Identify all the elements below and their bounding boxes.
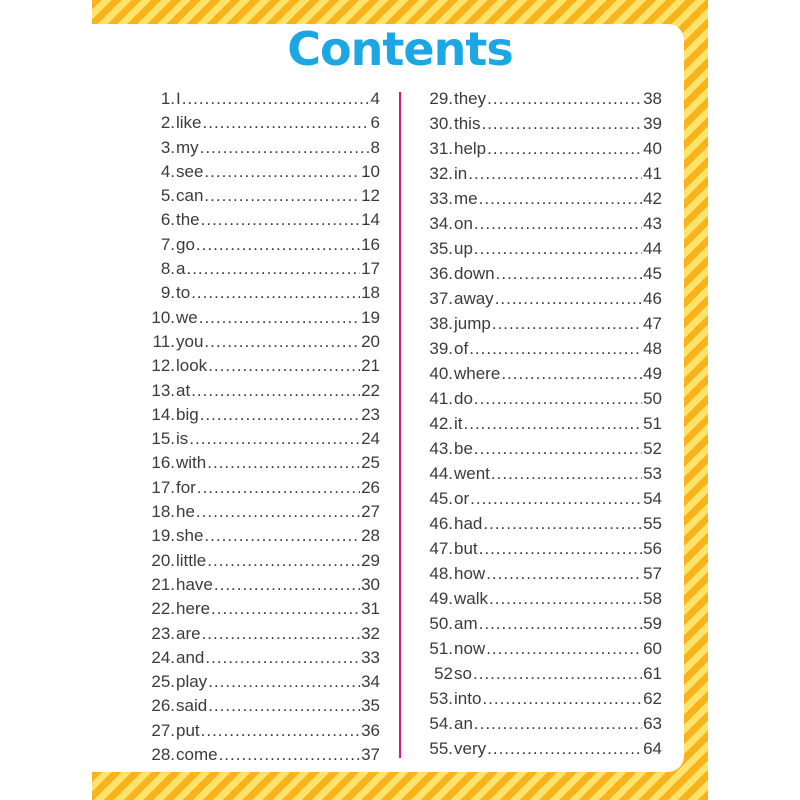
entry-word: for <box>176 477 196 497</box>
dot-leader <box>479 189 642 209</box>
dot-leader <box>491 464 642 484</box>
entry-word: she <box>176 526 204 546</box>
entry-word: I <box>176 89 181 108</box>
entry-word: we <box>176 307 198 327</box>
column-divider <box>399 92 401 758</box>
entry-page-number: 37 <box>361 745 380 765</box>
entry-word: be <box>454 439 473 458</box>
dot-leader <box>469 339 642 359</box>
contents-entry <box>136 502 380 526</box>
dot-leader <box>207 453 360 473</box>
entry-word: walk <box>454 589 489 608</box>
dot-leader <box>474 439 642 459</box>
entry-page-number: 20 <box>361 331 380 351</box>
contents-entry <box>414 739 662 764</box>
entry-word: me <box>454 189 478 208</box>
entry-number: 3. <box>160 137 175 157</box>
contents-entry <box>414 339 662 364</box>
contents-entry <box>136 89 380 113</box>
entry-number: 43. <box>429 439 453 458</box>
entry-word: of <box>454 339 469 358</box>
entry-word: look <box>176 356 208 376</box>
entry-page-number: 61 <box>643 664 662 683</box>
dot-leader <box>208 696 360 716</box>
contents-entry <box>136 162 380 186</box>
entry-word: or <box>454 489 470 508</box>
entry-word: up <box>454 239 473 258</box>
dot-leader <box>474 239 642 259</box>
dot-leader <box>197 478 360 498</box>
entry-page-number: 53 <box>643 464 662 483</box>
entry-page-number: 22 <box>361 380 380 400</box>
contents-entry <box>414 189 662 214</box>
contents-entry <box>136 429 380 453</box>
entry-page-number: 38 <box>643 89 662 108</box>
contents-entry <box>136 526 380 550</box>
contents-entry <box>136 405 380 429</box>
entry-number: 18. <box>151 502 175 522</box>
dot-leader <box>487 89 642 109</box>
dot-leader <box>495 289 642 309</box>
contents-entry <box>414 639 662 664</box>
entry-number: 11. <box>152 331 175 351</box>
entry-word: go <box>176 234 195 254</box>
entry-number: 38. <box>429 314 453 333</box>
entry-page-number: 52 <box>643 439 662 458</box>
contents-entry <box>414 614 662 639</box>
contents-entry <box>136 186 380 210</box>
entry-number: 5. <box>160 186 175 206</box>
contents-entry <box>136 138 380 162</box>
entry-word: how <box>454 564 486 583</box>
entry-page-number: 8 <box>370 137 380 157</box>
entry-number: 14. <box>151 404 175 424</box>
dot-leader <box>196 235 360 255</box>
entry-number: 9. <box>160 283 175 303</box>
entry-page-number: 31 <box>361 599 380 619</box>
entry-page-number: 14 <box>361 210 380 230</box>
entry-number: 33. <box>429 189 453 208</box>
entry-number: 50. <box>429 614 453 633</box>
dot-leader <box>486 639 642 659</box>
entry-word: have <box>176 574 213 594</box>
entry-word: put <box>176 720 200 740</box>
entry-word: in <box>454 164 468 183</box>
entry-word: had <box>454 514 483 533</box>
dot-leader <box>214 575 360 595</box>
contents-entry <box>136 283 380 307</box>
contents-entry <box>136 599 380 623</box>
entry-word: into <box>454 689 482 708</box>
dot-leader <box>474 714 642 734</box>
entry-page-number: 63 <box>643 714 662 733</box>
entry-number: 49. <box>429 589 453 608</box>
entry-page-number: 39 <box>643 114 662 133</box>
contents-entry <box>414 114 662 139</box>
entry-word: now <box>454 639 486 658</box>
dot-leader <box>470 489 642 509</box>
contents-entry <box>136 721 380 745</box>
contents-entry <box>414 289 662 314</box>
contents-entry <box>414 264 662 289</box>
dot-leader <box>208 356 360 376</box>
entry-number: 45. <box>429 489 453 508</box>
entry-word: with <box>176 453 207 473</box>
entry-word: big <box>176 404 199 424</box>
entry-number: 7. <box>160 234 175 254</box>
entry-page-number: 28 <box>361 526 380 546</box>
contents-entry <box>414 464 662 489</box>
entry-number: 17. <box>151 477 175 497</box>
dot-leader <box>219 745 361 765</box>
contents-column-left <box>136 89 380 769</box>
contents-entry <box>414 514 662 539</box>
contents-entry <box>414 139 662 164</box>
contents-entry <box>414 314 662 339</box>
entry-number: 32. <box>429 164 453 183</box>
dot-leader <box>468 164 642 184</box>
dot-leader <box>204 162 360 182</box>
entry-page-number: 16 <box>361 234 380 254</box>
contents-entry <box>136 624 380 648</box>
entry-page-number: 27 <box>361 502 380 522</box>
entry-page-number: 44 <box>643 239 662 258</box>
dot-leader <box>200 405 360 425</box>
entry-number: 34. <box>429 214 453 233</box>
entry-page-number: 23 <box>361 404 380 424</box>
entry-word: an <box>454 714 473 733</box>
contents-entry <box>136 308 380 332</box>
entry-page-number: 40 <box>643 139 662 158</box>
contents-entry <box>414 389 662 414</box>
entry-word: do <box>454 389 473 408</box>
entry-word: my <box>176 137 199 157</box>
dot-leader <box>204 186 360 206</box>
dot-leader <box>489 589 642 609</box>
entry-page-number: 55 <box>643 514 662 533</box>
entry-page-number: 24 <box>361 429 380 449</box>
entry-word: like <box>176 113 202 133</box>
entry-number: 10. <box>151 307 175 327</box>
entry-page-number: 42 <box>643 189 662 208</box>
entry-number: 15. <box>151 429 175 449</box>
dot-leader <box>203 113 370 133</box>
entry-word: is <box>176 429 189 449</box>
entry-page-number: 46 <box>643 289 662 308</box>
contents-entry <box>414 489 662 514</box>
dot-leader <box>199 308 360 328</box>
entry-page-number: 41 <box>643 164 662 183</box>
contents-entry <box>136 551 380 575</box>
entry-number: 48. <box>429 564 453 583</box>
dot-leader <box>191 381 360 401</box>
dot-leader <box>496 264 642 284</box>
entry-number: 44. <box>429 464 453 483</box>
dot-leader <box>186 259 360 279</box>
entry-number: 55. <box>429 739 453 758</box>
dot-leader <box>483 514 642 534</box>
entry-page-number: 21 <box>361 356 380 376</box>
entry-page-number: 33 <box>361 647 380 667</box>
page-title: Contents <box>287 22 513 76</box>
entry-word: play <box>176 672 208 692</box>
dot-leader <box>479 539 642 559</box>
entry-number: 6. <box>160 210 175 230</box>
contents-entry <box>414 539 662 564</box>
dot-leader <box>205 648 360 668</box>
entry-page-number: 18 <box>361 283 380 303</box>
entry-number: 46. <box>429 514 453 533</box>
entry-word: you <box>176 331 204 351</box>
entry-page-number: 6 <box>370 113 380 133</box>
entry-word: went <box>454 464 490 483</box>
contents-entry <box>414 589 662 614</box>
contents-entry <box>136 356 380 380</box>
entry-page-number: 4 <box>370 89 380 108</box>
entry-page-number: 56 <box>643 539 662 558</box>
dot-leader <box>208 672 360 692</box>
entry-page-number: 10 <box>361 161 380 181</box>
entry-number: 23. <box>151 623 175 643</box>
entry-number: 36. <box>429 264 453 283</box>
entry-page-number: 64 <box>643 739 662 758</box>
dot-leader <box>191 283 360 303</box>
entry-page-number: 60 <box>643 639 662 658</box>
dot-leader <box>479 614 642 634</box>
dot-leader <box>487 139 642 159</box>
dot-leader <box>211 599 360 619</box>
entry-word: are <box>176 623 201 643</box>
entry-page-number: 12 <box>361 186 380 206</box>
contents-entry <box>414 239 662 264</box>
dot-leader <box>182 89 370 109</box>
dot-leader <box>474 389 642 409</box>
contents-entry <box>136 210 380 234</box>
entry-number: 20. <box>151 550 175 570</box>
entry-number: 29. <box>429 89 453 108</box>
contents-entry <box>136 478 380 502</box>
entry-page-number: 19 <box>361 307 380 327</box>
entry-page-number: 51 <box>643 414 662 433</box>
entry-number: 37. <box>429 289 453 308</box>
entry-number: 39. <box>429 339 453 358</box>
entry-number: 28. <box>151 745 175 765</box>
entry-number: 30. <box>429 114 453 133</box>
entry-number: 19. <box>151 526 175 546</box>
entry-page-number: 43 <box>643 214 662 233</box>
entry-page-number: 29 <box>361 550 380 570</box>
dot-leader <box>207 551 360 571</box>
entry-word: so <box>454 664 472 683</box>
contents-entry <box>136 745 380 769</box>
dot-leader <box>501 364 642 384</box>
dot-leader <box>473 664 642 684</box>
dot-leader <box>482 689 642 709</box>
entry-page-number: 45 <box>643 264 662 283</box>
contents-entry <box>414 664 662 689</box>
entry-number: 40. <box>429 364 453 383</box>
entry-number: 4. <box>160 161 175 181</box>
entry-page-number: 25 <box>361 453 380 473</box>
dot-leader <box>487 739 642 759</box>
contents-entry <box>136 453 380 477</box>
dot-leader <box>201 721 360 741</box>
dot-leader <box>481 114 642 134</box>
contents-entry <box>136 672 380 696</box>
entry-page-number: 17 <box>361 259 380 279</box>
dot-leader <box>189 429 360 449</box>
entry-word: here <box>176 599 211 619</box>
contents-entry <box>414 414 662 439</box>
entry-number: 35. <box>429 239 453 258</box>
contents-entry <box>136 259 380 283</box>
contents-entry <box>414 714 662 739</box>
contents-column-right <box>414 89 662 764</box>
dot-leader <box>202 624 361 644</box>
entry-page-number: 49 <box>643 364 662 383</box>
contents-entry <box>136 575 380 599</box>
contents-entry <box>136 696 380 720</box>
contents-entry <box>414 439 662 464</box>
entry-number: 47. <box>429 539 453 558</box>
entry-word: they <box>454 89 487 108</box>
entry-word: to <box>176 283 191 303</box>
entry-number: 42. <box>429 414 453 433</box>
entry-word: very <box>454 739 487 758</box>
contents-entry <box>136 381 380 405</box>
dot-leader <box>200 138 370 158</box>
entry-number: 51. <box>429 639 453 658</box>
entry-number: 25. <box>151 672 175 692</box>
entry-word: it <box>454 414 463 433</box>
entry-number: 53. <box>429 689 453 708</box>
entry-word: the <box>176 210 200 230</box>
contents-entry <box>414 89 662 114</box>
entry-number: 22. <box>151 599 175 619</box>
entry-number: 21. <box>151 574 175 594</box>
entry-page-number: 54 <box>643 489 662 508</box>
entry-page-number: 30 <box>361 574 380 594</box>
entry-page-number: 50 <box>643 389 662 408</box>
entry-word: can <box>176 186 204 206</box>
entry-page-number: 59 <box>643 614 662 633</box>
entry-word: at <box>176 380 191 400</box>
entry-page-number: 58 <box>643 589 662 608</box>
contents-entry <box>136 648 380 672</box>
entry-number: 1. <box>160 89 175 108</box>
dot-leader <box>204 332 360 352</box>
entry-word: see <box>176 161 204 181</box>
dot-leader <box>196 502 360 522</box>
entry-number: 54. <box>429 714 453 733</box>
dot-leader <box>201 210 360 230</box>
contents-entry <box>414 164 662 189</box>
entry-word: a <box>176 259 186 279</box>
entry-page-number: 47 <box>643 314 662 333</box>
entry-number: 26. <box>151 696 175 716</box>
entry-word: he <box>176 502 195 522</box>
entry-page-number: 62 <box>643 689 662 708</box>
entry-page-number: 48 <box>643 339 662 358</box>
entry-number: 13. <box>151 380 175 400</box>
entry-word: but <box>454 539 478 558</box>
entry-word: little <box>176 550 207 570</box>
entry-page-number: 34 <box>361 672 380 692</box>
entry-number: 41. <box>429 389 453 408</box>
entry-page-number: 35 <box>361 696 380 716</box>
entry-word: am <box>454 614 478 633</box>
entry-word: where <box>454 364 501 383</box>
entry-number: 31. <box>429 139 453 158</box>
dot-leader <box>492 314 642 334</box>
contents-entry <box>414 214 662 239</box>
contents-entry <box>136 332 380 356</box>
entry-word: down <box>454 264 495 283</box>
contents-entry <box>414 689 662 714</box>
entry-word: away <box>454 289 494 308</box>
entry-word: this <box>454 114 481 133</box>
entry-page-number: 26 <box>361 477 380 497</box>
entry-number: 24. <box>151 647 175 667</box>
entry-number: 27. <box>151 720 175 740</box>
entry-word: jump <box>454 314 491 333</box>
entry-word: said <box>176 696 208 716</box>
entry-number: 2. <box>160 113 175 133</box>
entry-page-number: 36 <box>361 720 380 740</box>
entry-number: 16. <box>151 453 175 473</box>
entry-number: 12. <box>151 356 175 376</box>
contents-entry <box>136 235 380 259</box>
contents-entry <box>414 364 662 389</box>
entry-page-number: 32 <box>361 623 380 643</box>
entry-number: 8. <box>160 259 175 279</box>
entry-word: help <box>454 139 487 158</box>
dot-leader <box>486 564 642 584</box>
entry-page-number: 57 <box>643 564 662 583</box>
contents-entry <box>414 564 662 589</box>
dot-leader <box>474 214 642 234</box>
entry-number: 52 <box>434 664 453 683</box>
entry-word: on <box>454 214 473 233</box>
entry-word: and <box>176 647 205 667</box>
contents-entry <box>136 113 380 137</box>
dot-leader <box>204 526 360 546</box>
entry-word: come <box>176 745 218 765</box>
dot-leader <box>464 414 643 434</box>
